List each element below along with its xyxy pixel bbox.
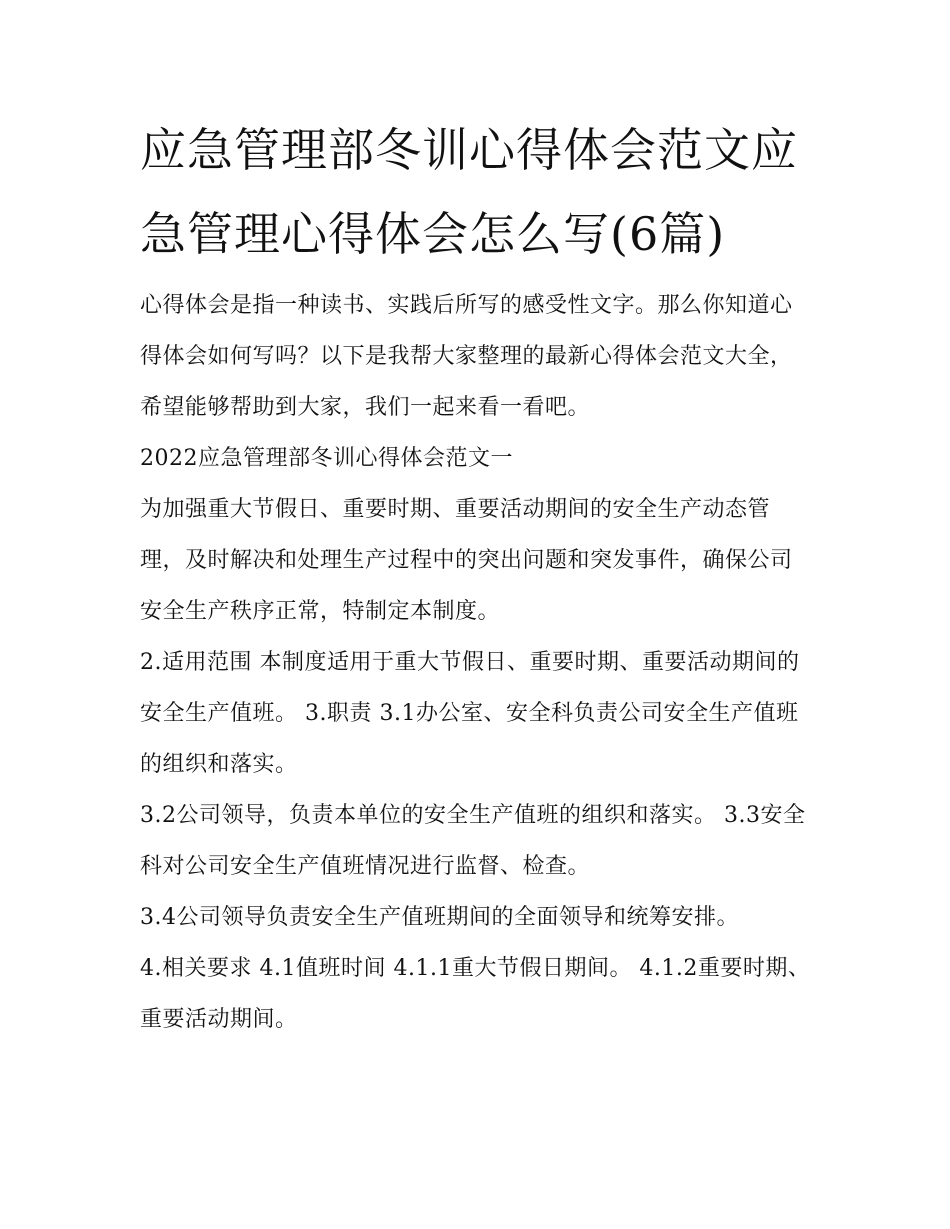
responsibility-paragraph: 3.2公司领导，负责本单位的安全生产值班的组织和落实。 3.3安全科对公司安全生产值班情况进行监督、检查。 (140, 803, 806, 879)
scope-paragraph: 2.适用范围 本制度适用于重大节假日、重要时期、重要活动期间的安全生产值班。 3.职责 3.1办公室、安全科负责公司安全生产值班的组织和落实。 (140, 650, 800, 777)
purpose-paragraph: 为加强重大节假日、重要时期、重要活动期间的安全生产动态管理，及时解决和处理生产过程中的突出问题和突发事件，确保公司安全生产秩序正常，特制定本制度。 (140, 497, 793, 624)
intro-paragraph: 心得体会是指一种读书、实践后所写的感受性文字。那么你知道心得体会如何写吗？以下是我帮大家整理的最新心得体会范文大全，希望能够帮助到大家，我们一起来看一看吧。 (140, 293, 793, 420)
requirements-paragraph: 4.相关要求 4.1值班时间 4.1.1重大节假日期间。 4.1.2重要时期、重要活动期间。 (140, 956, 811, 1032)
leadership-paragraph: 3.4公司领导负责安全生产值班期间的全面领导和统筹安排。 (140, 905, 739, 930)
document-page (140, 108, 820, 1045)
document-title: 应急管理部冬训心得体会范文应急管理心得体会怎么写(6篇) (140, 123, 798, 261)
section-heading: 2022应急管理部冬训心得体会范文一 (140, 446, 513, 471)
